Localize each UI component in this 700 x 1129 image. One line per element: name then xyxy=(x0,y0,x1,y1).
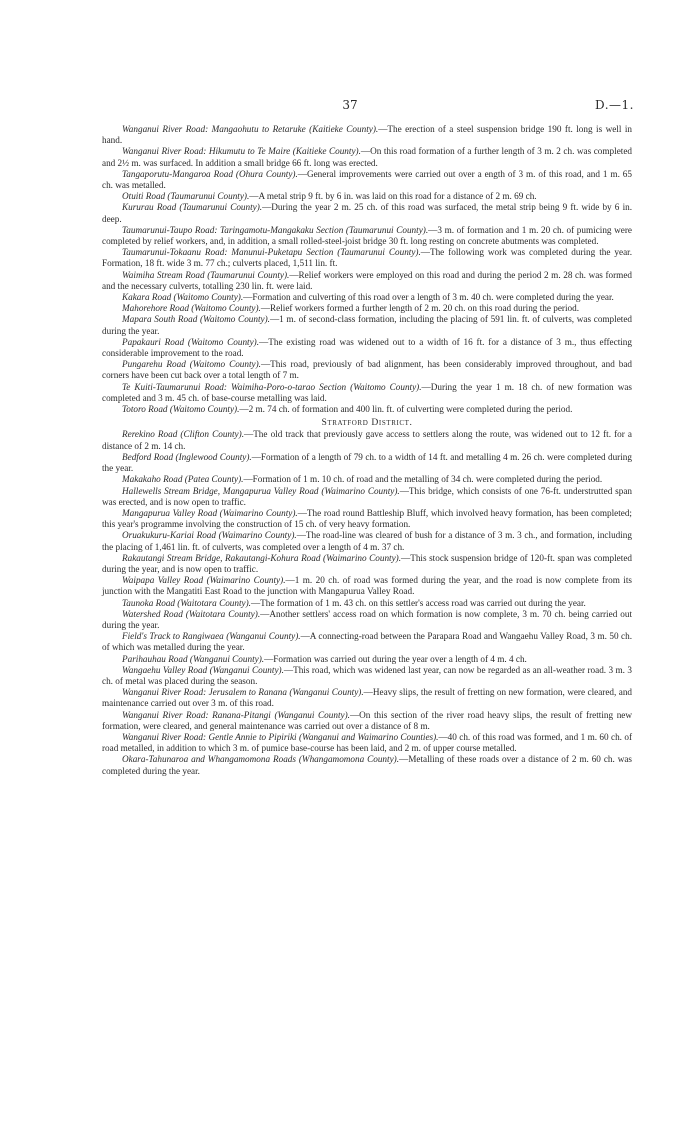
paragraph-road-title: Taumarunui-Taupo Road: Taringamotu-Mangakaku Section (Taumarunui County). xyxy=(122,224,429,235)
paragraph-text: —1 m. 20 ch. of road was formed during the year, and the road is now complete from its junction with the Mangatiti East Road to the junction with Mangapurua Valley Road. xyxy=(102,575,632,597)
paragraph-road-title: Wanganui River Road: Ranana-Pitangi (Wanganui County). xyxy=(122,709,350,720)
paragraph-road-title: Papakauri Road (Waitomo County). xyxy=(122,336,260,347)
page-number: 37 xyxy=(342,98,358,112)
report-paragraph xyxy=(102,146,632,168)
paragraph-road-title: Wanganui River Road: Gentle Annie to Pipiriki (Wanganui and Waimarino Counties). xyxy=(122,731,439,742)
paragraph-road-title: Mahorehore Road (Waitomo County). xyxy=(122,303,261,314)
report-paragraph xyxy=(102,575,632,597)
paragraph-text: —This road, previously of bad alignment, has been considerably improved throughout, and bad corners have been cut back over a total length of 7 m. xyxy=(102,359,633,381)
paragraph-road-title: Mapara South Road (Waitomo County). xyxy=(122,314,270,325)
paragraph-text: —This bridge, which consists of one 76-ft. understrutted span was erected, and is now open to traffic. xyxy=(102,485,633,507)
report-paragraph xyxy=(102,486,632,508)
paragraph-text: —On this road formation of a further length of 3 m. 2 ch. was completed and 2½ m. was surfaced. In addition a small bridge 66 ft. long was erected. xyxy=(102,146,632,168)
paragraph-text: —1 m. of second-class formation, including the placing of 591 lin. ft. of culverts, was completed during the year. xyxy=(102,314,633,336)
paragraph-road-title: Kururau Road (Taumarunui County). xyxy=(122,202,263,213)
paragraph-road-title: Taumarunui-Tokaanu Road: Manunui-Puketapu Section (Taumarunui County). xyxy=(122,247,421,258)
report-paragraph xyxy=(102,609,632,631)
paragraph-road-title: Wangaehu Valley Road (Wanganui County). xyxy=(122,664,284,675)
paragraph-road-title: Bedford Road (Inglewood County). xyxy=(122,451,252,462)
report-paragraph xyxy=(102,359,632,381)
report-paragraph xyxy=(102,710,632,732)
paragraph-road-title: Pungarehu Road (Waitomo County). xyxy=(122,359,261,370)
paragraph-text: —Heavy slips, the result of fretting on new formation, were cleared, and maintenance carried out over 3 m. of this road. xyxy=(102,687,633,709)
report-paragraph xyxy=(102,654,632,665)
paragraph-road-title: Kakara Road (Waitomo County). xyxy=(122,292,244,303)
report-paragraph xyxy=(102,530,632,552)
paragraph-road-title: Makakaho Road (Patea County). xyxy=(122,474,244,485)
paragraph-road-title: Mangapurua Valley Road (Waimarino County). xyxy=(122,507,298,518)
paragraph-text: —The following work was completed during the year. Formation, 18 ft. wide 3 m. 77 ch.; culverts placed, 1,511 lin. ft. xyxy=(102,247,632,269)
paragraph-road-title: Tangaporutu-Mangaroa Road (Ohura County). xyxy=(122,168,298,179)
paragraph-road-title: Wanganui River Road: Mangaohutu to Retaruke (Kaitieke County). xyxy=(122,124,379,134)
report-paragraph xyxy=(102,631,632,653)
report-paragraph xyxy=(102,404,632,415)
report-paragraph xyxy=(102,452,632,474)
paragraph-text: —General improvements were carried out over a ength of 3 m. of this road, and 1 m. 65 ch. was metalled. xyxy=(102,168,632,191)
paragraph-text: —3 m. of formation and 1 m. 20 ch. of pumicing were completed by relief workers, and, in addition, a small rolled-steel-joist bridge 30 ft. long resting on concrete abutments was completed. xyxy=(102,224,633,247)
paragraph-road-title: Waimiha Stream Road (Taumarunui County). xyxy=(122,269,290,280)
paragraph-road-title: Wanganui River Road: Jerusalem to Ranana (Wanganui County). xyxy=(122,687,364,698)
paragraph-road-title: Otuiti Road (Taumarunui County). xyxy=(122,191,250,202)
paragraph-road-title: Field's Track to Rangiwaea (Wanganui County). xyxy=(122,631,301,642)
document-reference: D.—1. xyxy=(595,98,634,112)
report-paragraph xyxy=(102,247,632,269)
paragraph-road-title: Rakautangi Stream Bridge, Rakautangi-Kohura Road (Waimarino County). xyxy=(122,552,402,563)
paragraph-text: —The formation of 1 m. 43 ch. on this settler's access road was carried out during the year. xyxy=(250,597,586,608)
report-paragraph xyxy=(102,508,632,530)
paragraph-road-title: Totoro Road (Waitomo County). xyxy=(122,404,240,415)
report-paragraph xyxy=(102,314,632,336)
paragraph-road-title: Taunoka Road (Waitotara County). xyxy=(122,597,251,608)
paragraph-text: —Another settlers' access road on which formation is now complete, 3 m. 70 ch. being carried out during the year. xyxy=(102,608,632,630)
page-header xyxy=(0,98,700,118)
report-paragraph xyxy=(102,202,632,224)
paragraph-road-title: Watershed Road (Waitotara County). xyxy=(122,608,261,619)
paragraph-text: —Formation was carried out during the year over a length of 4 m. 4 ch. xyxy=(264,653,527,664)
paragraph-text: —On this section of the river road heavy slips, the result of fretting new formation, were cleared, and general maintenance was carried out over a distance of 8 m. xyxy=(102,709,633,731)
paragraph-text: —The old track that previously gave access to settlers along the route, was widened out to 12 ft. for a distance of 2 m. 14 ch. xyxy=(102,429,632,451)
paragraph-text: —The road round Battleship Bluff, which involved heavy formation, has been completed; this year's programme involving the construction of 15 ch. of very heavy formation. xyxy=(102,507,632,530)
paragraph-text: —Relief workers formed a further length of 2 m. 20 ch. on this road during the period. xyxy=(260,303,579,314)
paragraph-text: —Formation of a length of 79 ch. to a width of 14 ft. and metalling 4 m. 26 ch. were completed during the year. xyxy=(102,451,632,474)
report-paragraph xyxy=(102,270,632,292)
report-paragraph xyxy=(102,553,632,575)
paragraph-road-title: Rerekino Road (Clifton County). xyxy=(122,429,244,440)
paragraph-group-before xyxy=(102,124,632,415)
report-paragraph xyxy=(102,732,632,754)
paragraph-road-title: Parihauhau Road (Wanganui County). xyxy=(122,653,265,664)
paragraph-text: —Formation and culverting of this road over a length of 3 m. 40 ch. were completed during the year. xyxy=(243,292,614,303)
paragraph-text: —This stock suspension bridge of 120-ft. span was completed during the year, and is now open to traffic. xyxy=(102,552,632,574)
paragraph-text: —A connecting-road between the Parapara Road and Wangaehu Valley Road, 3 m. 50 ch. of which was metalled during the year. xyxy=(102,631,632,653)
report-paragraph xyxy=(102,598,632,609)
paragraph-road-title: Oruakukuru-Kariai Road (Waimarino County). xyxy=(122,530,297,541)
section-heading: Stratford District. xyxy=(321,417,413,429)
paragraph-text: —Relief workers were employed on this road and during the period 2 m. 28 ch. was formed and the necessary culverts, totalling 230 lin. ft. were laid. xyxy=(102,269,632,291)
paragraph-road-title: Wanganui River Road: Hikumutu to Te Maire (Kaitieke County). xyxy=(122,146,361,157)
paragraph-road-title: Waipapa Valley Road (Waimarino County). xyxy=(122,575,286,586)
paragraph-text: —During the year 1 m. 18 ch. of new formation was completed and 3 m. 45 ch. of base-course metalling was laid. xyxy=(102,381,632,403)
report-paragraph xyxy=(102,292,632,303)
report-paragraph xyxy=(102,687,632,709)
report-paragraph xyxy=(102,303,632,314)
report-paragraph xyxy=(102,665,632,687)
paragraph-road-title: Hallewells Stream Bridge, Mangapurua Valley Road (Waimarino County). xyxy=(122,485,400,496)
report-paragraph xyxy=(102,382,632,404)
paragraph-text: —During the year 2 m. 25 ch. of this road was surfaced, the metal strip being 9 ft. wide by 6 in. deep. xyxy=(102,202,633,224)
paragraph-text: —This road, which was widened last year, can now be regarded as an all-weather road. 3 m. 3 ch. of metal was placed during the season. xyxy=(102,664,633,686)
report-body xyxy=(102,124,632,777)
report-paragraph xyxy=(102,124,632,146)
paragraph-text: —Formation of 1 m. 10 ch. of road and the metalling of 34 ch. were completed during the period. xyxy=(243,474,603,485)
paragraph-text: —40 ch. of this road was formed, and 1 m. 60 ch. of road metalled, in addition to which 3 m. of pumice base-course has been laid, and 2 m. of upper course metalled. xyxy=(102,731,633,754)
report-paragraph xyxy=(102,225,632,247)
report-paragraph xyxy=(102,191,632,202)
paragraph-text: —A metal strip 9 ft. by 6 in. was laid on this road for a distance of 2 m. 69 ch. xyxy=(249,191,537,202)
paragraph-road-title: Te Kuiti-Taumarunui Road: Waimiha-Poro-o-tarao Section (Waitomo County). xyxy=(122,381,422,392)
paragraph-text: —The erection of a steel suspension bridge 190 ft. long is well in hand. xyxy=(102,124,632,146)
report-paragraph xyxy=(102,474,632,485)
report-paragraph xyxy=(102,754,632,776)
paragraph-text: —The existing road was widened out to a width of 16 ft. for a distance of 3 m., thus effecting considerable improvement to the road. xyxy=(102,336,632,359)
paragraph-group-after xyxy=(102,429,632,776)
paragraph-text: —Metalling of these roads over a distance of 2 m. 60 ch. was completed during the year. xyxy=(102,754,632,776)
paragraph-text: —The road-line was cleared of bush for a distance of 3 m. 3 ch., and formation, including the placing of 1,461 lin. ft. of culverts, was completed over a length of 4 m. 37 ch. xyxy=(102,530,632,552)
paragraph-text: —2 m. 74 ch. of formation and 400 lin. ft. of culverting were completed during the period. xyxy=(239,404,573,415)
report-paragraph xyxy=(102,429,632,451)
report-paragraph xyxy=(102,169,632,191)
report-paragraph xyxy=(102,337,632,359)
paragraph-road-title: Okara-Tahunaroa and Whangamomona Roads (Whangamomona County). xyxy=(122,754,400,765)
